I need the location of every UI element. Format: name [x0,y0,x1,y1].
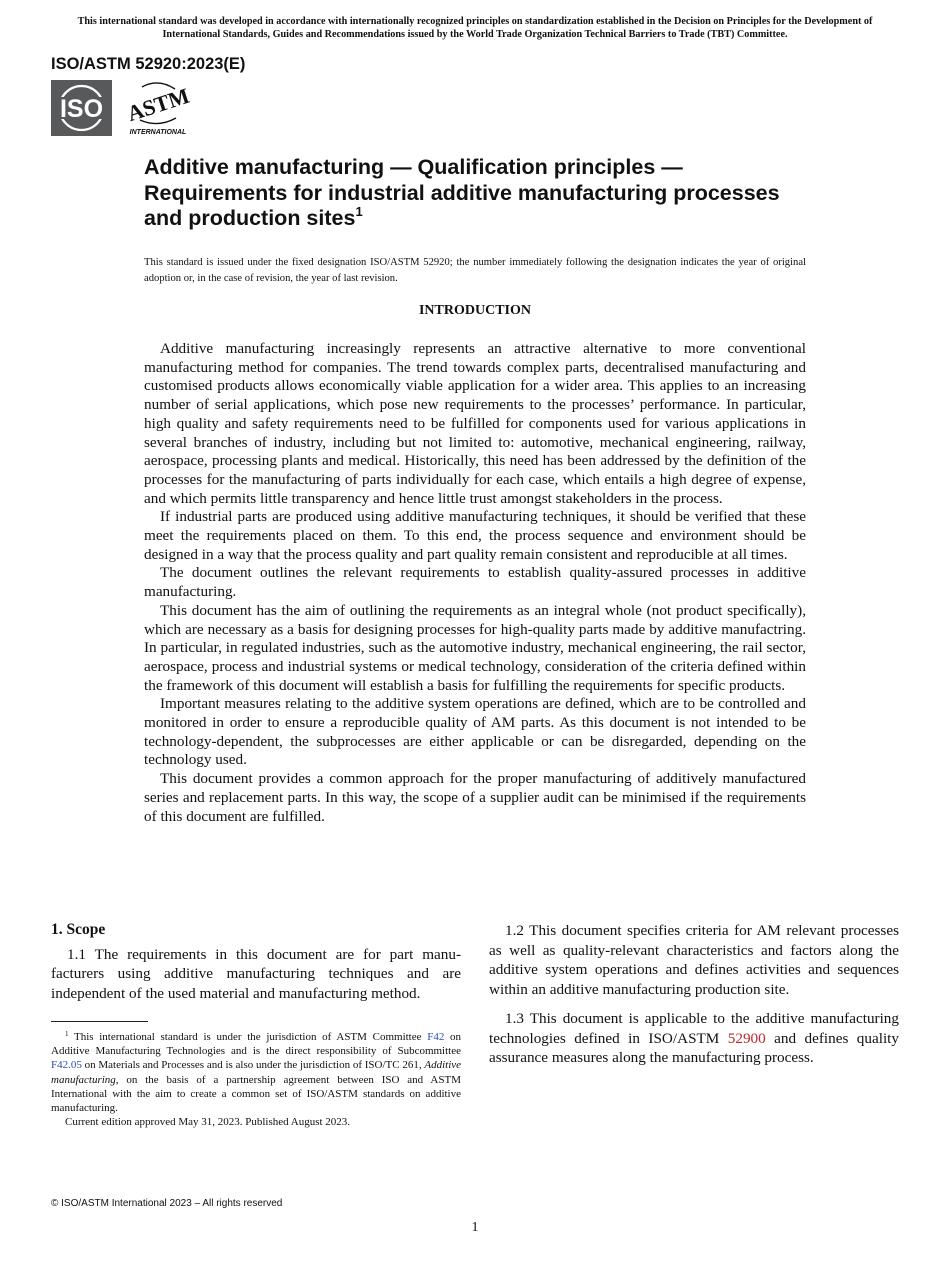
footnote-segment: on Materials and Processes and is also under the jurisdiction of ISO/TC 261, [81,1059,425,1072]
intro-paragraph: Important measures relating to the additive system operations are defined, which are to be controlled and monitored in order to ensure a reproducible quality of AM parts. As this document is not intended to be technology-dependent, the subprocesses are either applicable or can be disregarded, depending on the technology used. [144,695,806,769]
clause-1-3-text-end: and defines quality assurance measures along the manufacturing process. [489,1029,899,1066]
footnote-text [51,1030,461,1115]
astm-logo [124,80,193,136]
scope-left-column [51,920,461,1003]
footnote-marker: 1 [65,1030,69,1038]
intro-paragraph: The document outlines the relevant requirements to establish quality-assured processes in additive manufacturing. [144,564,806,601]
reference-link-52900[interactable]: 52900 [727,1029,766,1047]
copyright: © ISO/ASTM International 2023 – All rights reserved [51,1198,283,1209]
scope-right-column [489,921,899,1068]
title-text: Additive manufacturing — Qualification principles — Requirements for industrial additive manufacturing processes and production sites [144,155,780,230]
clause-1-3-text: 1.3 This document is applicable to the additive manufacturing technologies defined in ISO/ASTM [489,1010,899,1047]
standard-id: ISO/ASTM 52920:2023(E) [51,55,246,73]
introduction-heading: INTRODUCTION [418,303,531,318]
footnote-divider [51,1021,148,1022]
iso-logo-text: ISO [59,95,104,123]
clause-1-1: 1.1 The requirements in this document are for part manufacturers using additive manufacturing techniques and are independent of the used material and manufacturing method. [51,945,461,1002]
footnote-segment: , on the basis of a partnership agreement between ISO and ASTM International with the aim to create a common set of ISO/ASTM standards on additive manufacturing. [51,1073,461,1115]
intro-paragraph: If industrial parts are produced using additive manufacturing techniques, it should be verified that these meet the requirements placed on them. To this end, the process sequence and environment should be designed in a way that the process quality and part quality remain consistent and reproducible at all times. [144,508,806,563]
committee-link-f42[interactable]: F42 [427,1031,445,1043]
introduction-body [144,340,806,826]
issued-note: This standard is issued under the fixed designation ISO/ASTM 52920; the number immediately following the designation indicates the year of original adoption or, in the case of revision, the year of last revision. [144,257,806,284]
astm-logo-subtext: INTERNATIONAL [129,129,187,136]
footnote-segment: on Additive Manufacturing Technologies and is the direct responsibility of Subcommittee [51,1031,462,1058]
footnote-italic: Additive manufacturing [51,1059,462,1086]
astm-logo-text: ASTM [124,82,193,127]
intro-paragraph: This document provides a common approach for the proper manufacturing of additively manufactured series and replacement parts. In this way, the scope of a supplier audit can be minimised if the requirements of this document are fulfilled. [144,770,806,825]
clause-1-2: 1.2 This document specifies criteria for AM relevant processes as well as quality-relevant characteristics and factors along the additive system operations and defines activities and sequences within an additive manufacturing production site. [489,922,899,998]
intro-paragraph: This document has the aim of outlining the requirements as an integral whole (not product specifically), which are necessary as a basis for designing processes for high-quality parts made by additive manufactring. In particular, in regulated industries, such as the automotive industry, mechanical engineering, the rail sector, aerospace, process and industrial systems or medical technology, consideration of the criteria defined within the framework of this document will establish a basis for fulfilling the requirements for specific products. [144,601,806,694]
clause-1-3 [489,1009,899,1068]
title-footnote-marker: 1 [355,204,363,219]
page-number: 1 [471,1220,479,1235]
scope-heading: 1. Scope [51,921,106,938]
footnote-segment: This international standard is under the jurisdiction of ASTM Committee [68,1031,428,1043]
footnote [51,1030,461,1129]
iso-logo [51,80,112,136]
header-notice: This international standard was developed in accordance with internationally recognized principles on standardization established in the Decision on Principles for the Development of International Standards, Guides and Recommendations issued by the World Trade Organization Technical Barriers to Trade (TBT) Committee. [77,16,873,40]
edition-note: Current edition approved May 31, 2023. Published August 2023. [65,1116,351,1129]
intro-paragraph: Additive manufacturing increasingly represents an attractive alternative to more conventional manufacturing method for companies. The trend towards complex parts, decentralised manufacturing and customised products allows economically viable application for a wider area. This applies to an increasing number of serial applications, which pose new requirements to the processes’ performance. In particular, high quality and safety requirements need to be fulfilled for components used for various applications in several branches of industry, including but not limited to: automotive, mechanical engineering, railway, aerospace, processing plants and medical. Historically, this need has been addressed by the definition of the processes for the manufacturing of parts individually for each case, which entails a high degree of expense, and which permits little transparency and hence little trust amongst stakeholders in the process. [144,340,806,507]
subcommittee-link-f42-05[interactable]: F42.05 [51,1059,82,1072]
document-title [144,155,784,232]
